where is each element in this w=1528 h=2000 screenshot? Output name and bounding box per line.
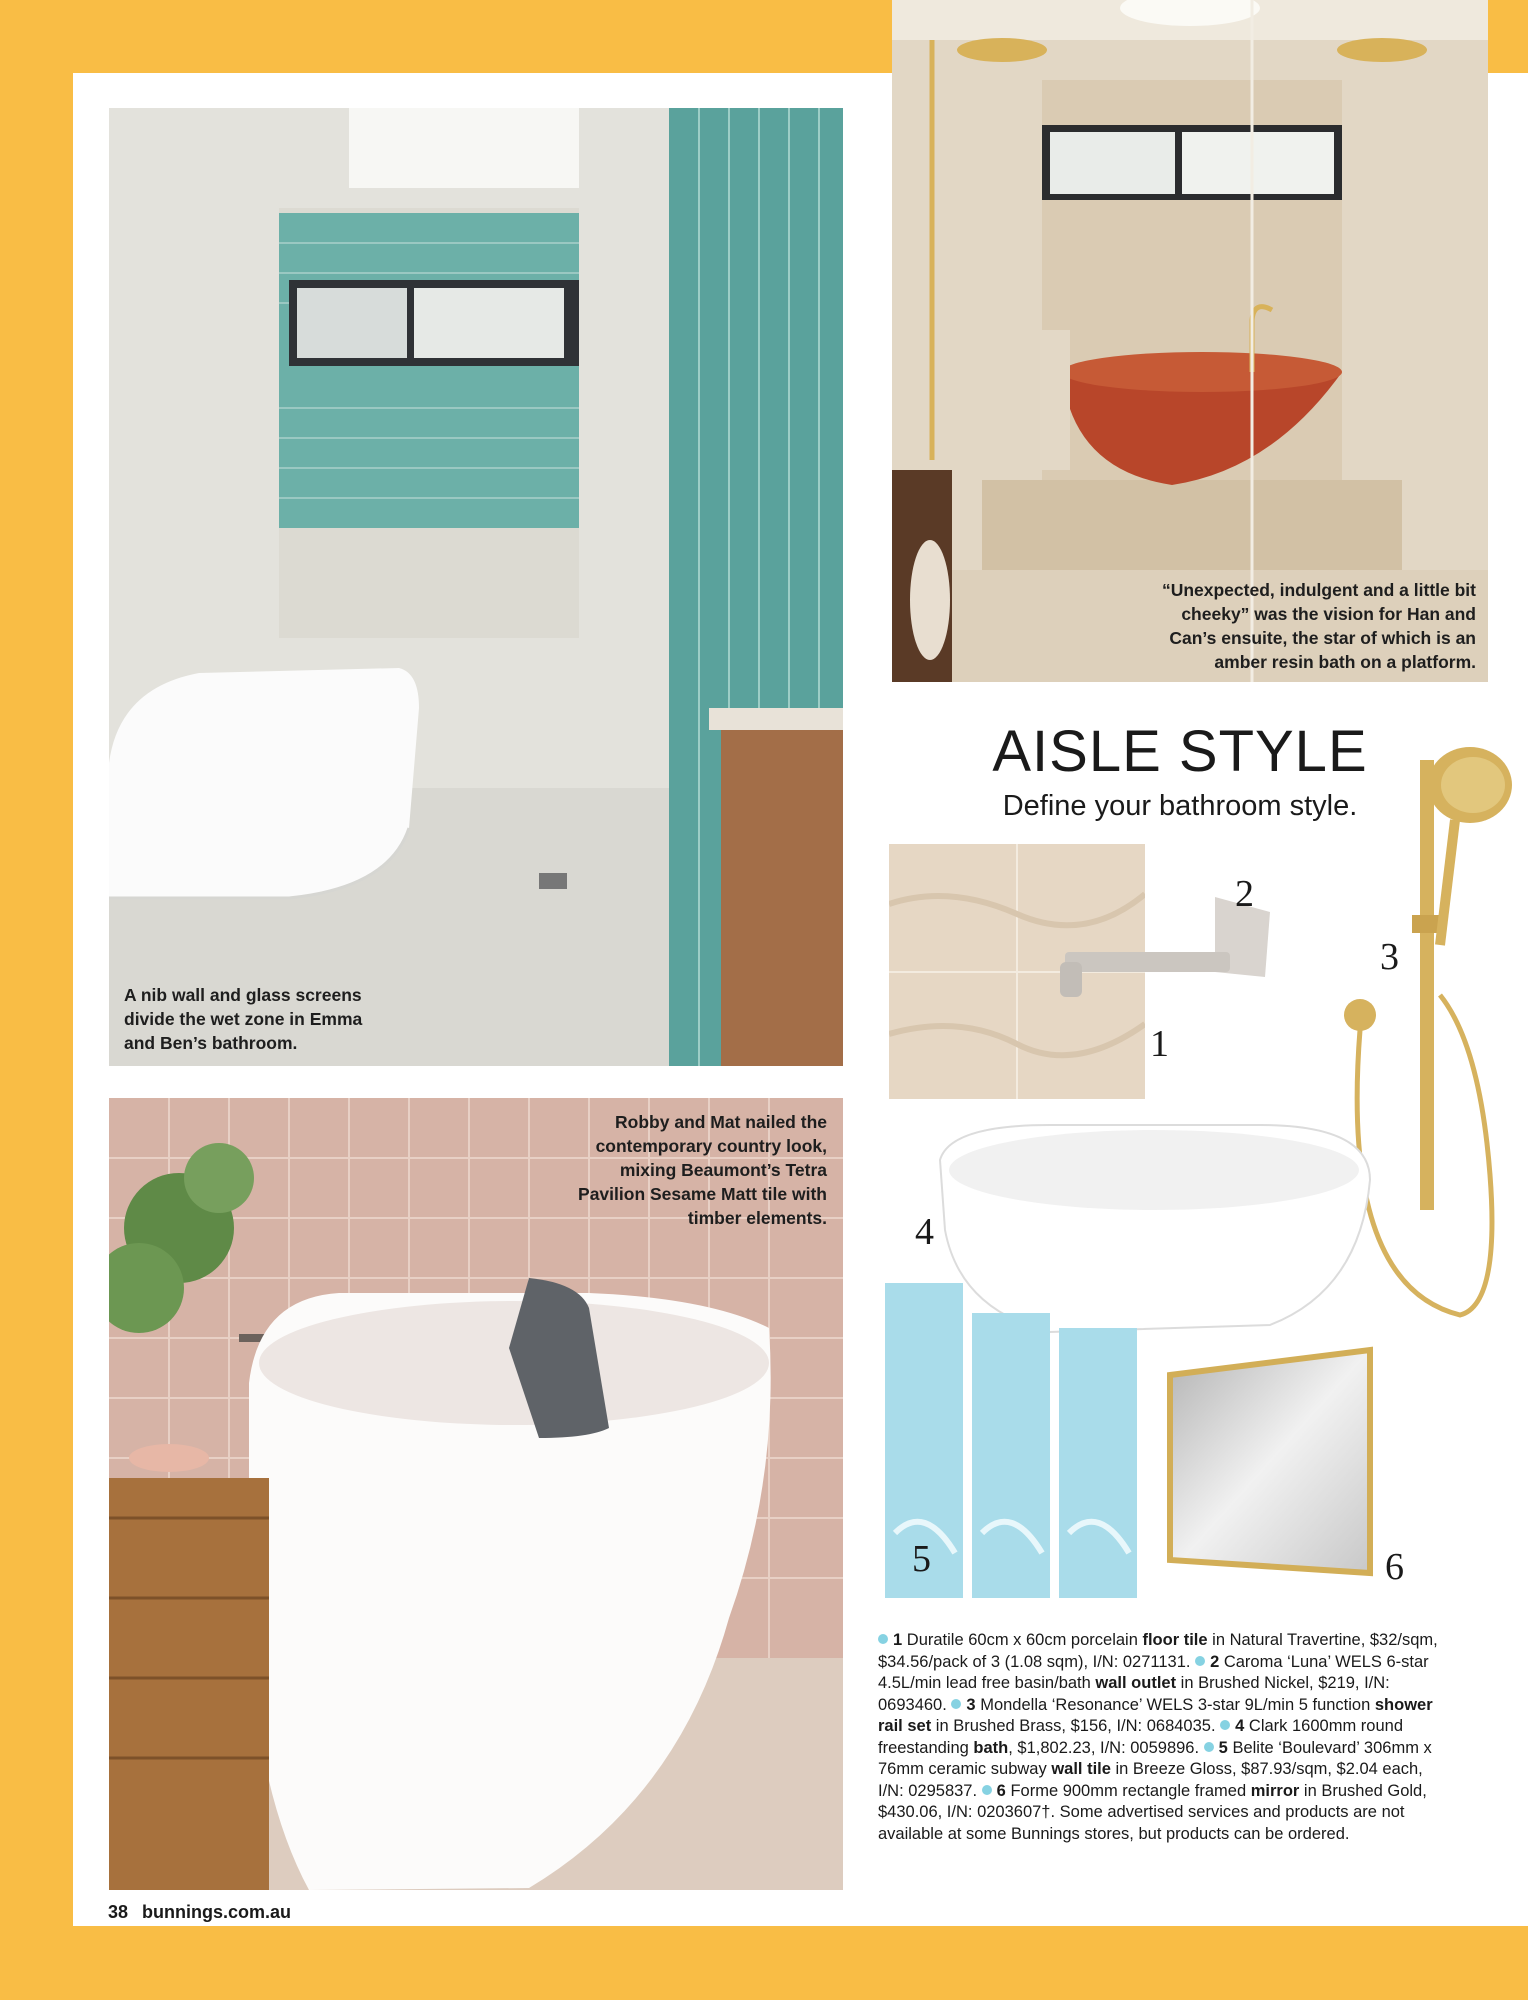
page-number: 38	[108, 1902, 129, 1922]
bullet-dot-icon	[1220, 1720, 1230, 1730]
bullet-dot-icon	[982, 1785, 992, 1795]
product-entry: 2 Caroma ‘Luna’ WELS 6-star 4.5L/min lead free basin/bath wall outlet in Brushed Nickel, $219, I/N: 0693460.	[878, 1652, 1429, 1714]
bullet-dot-icon	[1195, 1656, 1205, 1666]
product-number-5: 5	[912, 1538, 931, 1580]
product-entry: 4 Clark 1600mm round freestanding bath, $1,802.23, I/N: 0059896.	[878, 1717, 1403, 1757]
bullet-dot-icon	[951, 1699, 961, 1709]
aisle-style-title: AISLE STYLE	[992, 719, 1368, 784]
bullet-dot-icon	[1204, 1742, 1214, 1752]
caption-han-can: “Unexpected, indulgent and a little bit cheeky” was the vision for Han and Can’s ensuite, the star of which is an amber resin bath on a platform.	[1161, 580, 1476, 672]
aisle-style-subtitle: Define your bathroom style.	[1002, 790, 1358, 822]
product-number-2: 2	[1235, 873, 1254, 915]
bullet-dot-icon	[878, 1634, 888, 1644]
product-mirror	[1165, 1345, 1375, 1577]
product-entry: 6 Forme 900mm rectangle framed mirror in Brushed Gold, $430.06, I/N: 0203607†.	[878, 1781, 1427, 1821]
product-number-6: 6	[1385, 1546, 1404, 1588]
product-entry: 3 Mondella ‘Resonance’ WELS 3-star 9L/min 5 function shower rail set in Brushed Brass, $156, I/N: 0684035.	[878, 1695, 1433, 1735]
caption-robby-mat: Robby and Mat nailed the contemporary country look, mixing Beaumont’s Tetra Pavilion Sesame Matt tile with timber elements.	[578, 1112, 827, 1228]
product-number-4: 4	[915, 1211, 934, 1253]
page-folio	[108, 1902, 305, 1923]
photo-emma-ben-bathroom	[109, 108, 843, 1066]
disclaimer: Some advertised services and products are not available at some Bunnings stores, but products can be ordered.	[878, 1803, 1405, 1843]
product-number-3: 3	[1380, 936, 1399, 978]
caption-emma-ben: A nib wall and glass screens divide the wet zone in Emma and Ben’s bathroom.	[124, 985, 363, 1053]
site-url[interactable]: bunnings.com.au	[142, 1902, 292, 1922]
product-entry: 1 Duratile 60cm x 60cm porcelain floor tile in Natural Travertine, $32/sqm, $34.56/pack of 3 (1.08 sqm), I/N: 0271131.	[878, 1631, 1438, 1671]
product-descriptions	[878, 1630, 1438, 1845]
product-number-1: 1	[1150, 1023, 1169, 1065]
product-entry: 5 Belite ‘Boulevard’ 306mm x 76mm ceramic subway wall tile in Breeze Gloss, $87.93/sqm, $2.04 each, I/N: 0295837.	[878, 1738, 1432, 1800]
